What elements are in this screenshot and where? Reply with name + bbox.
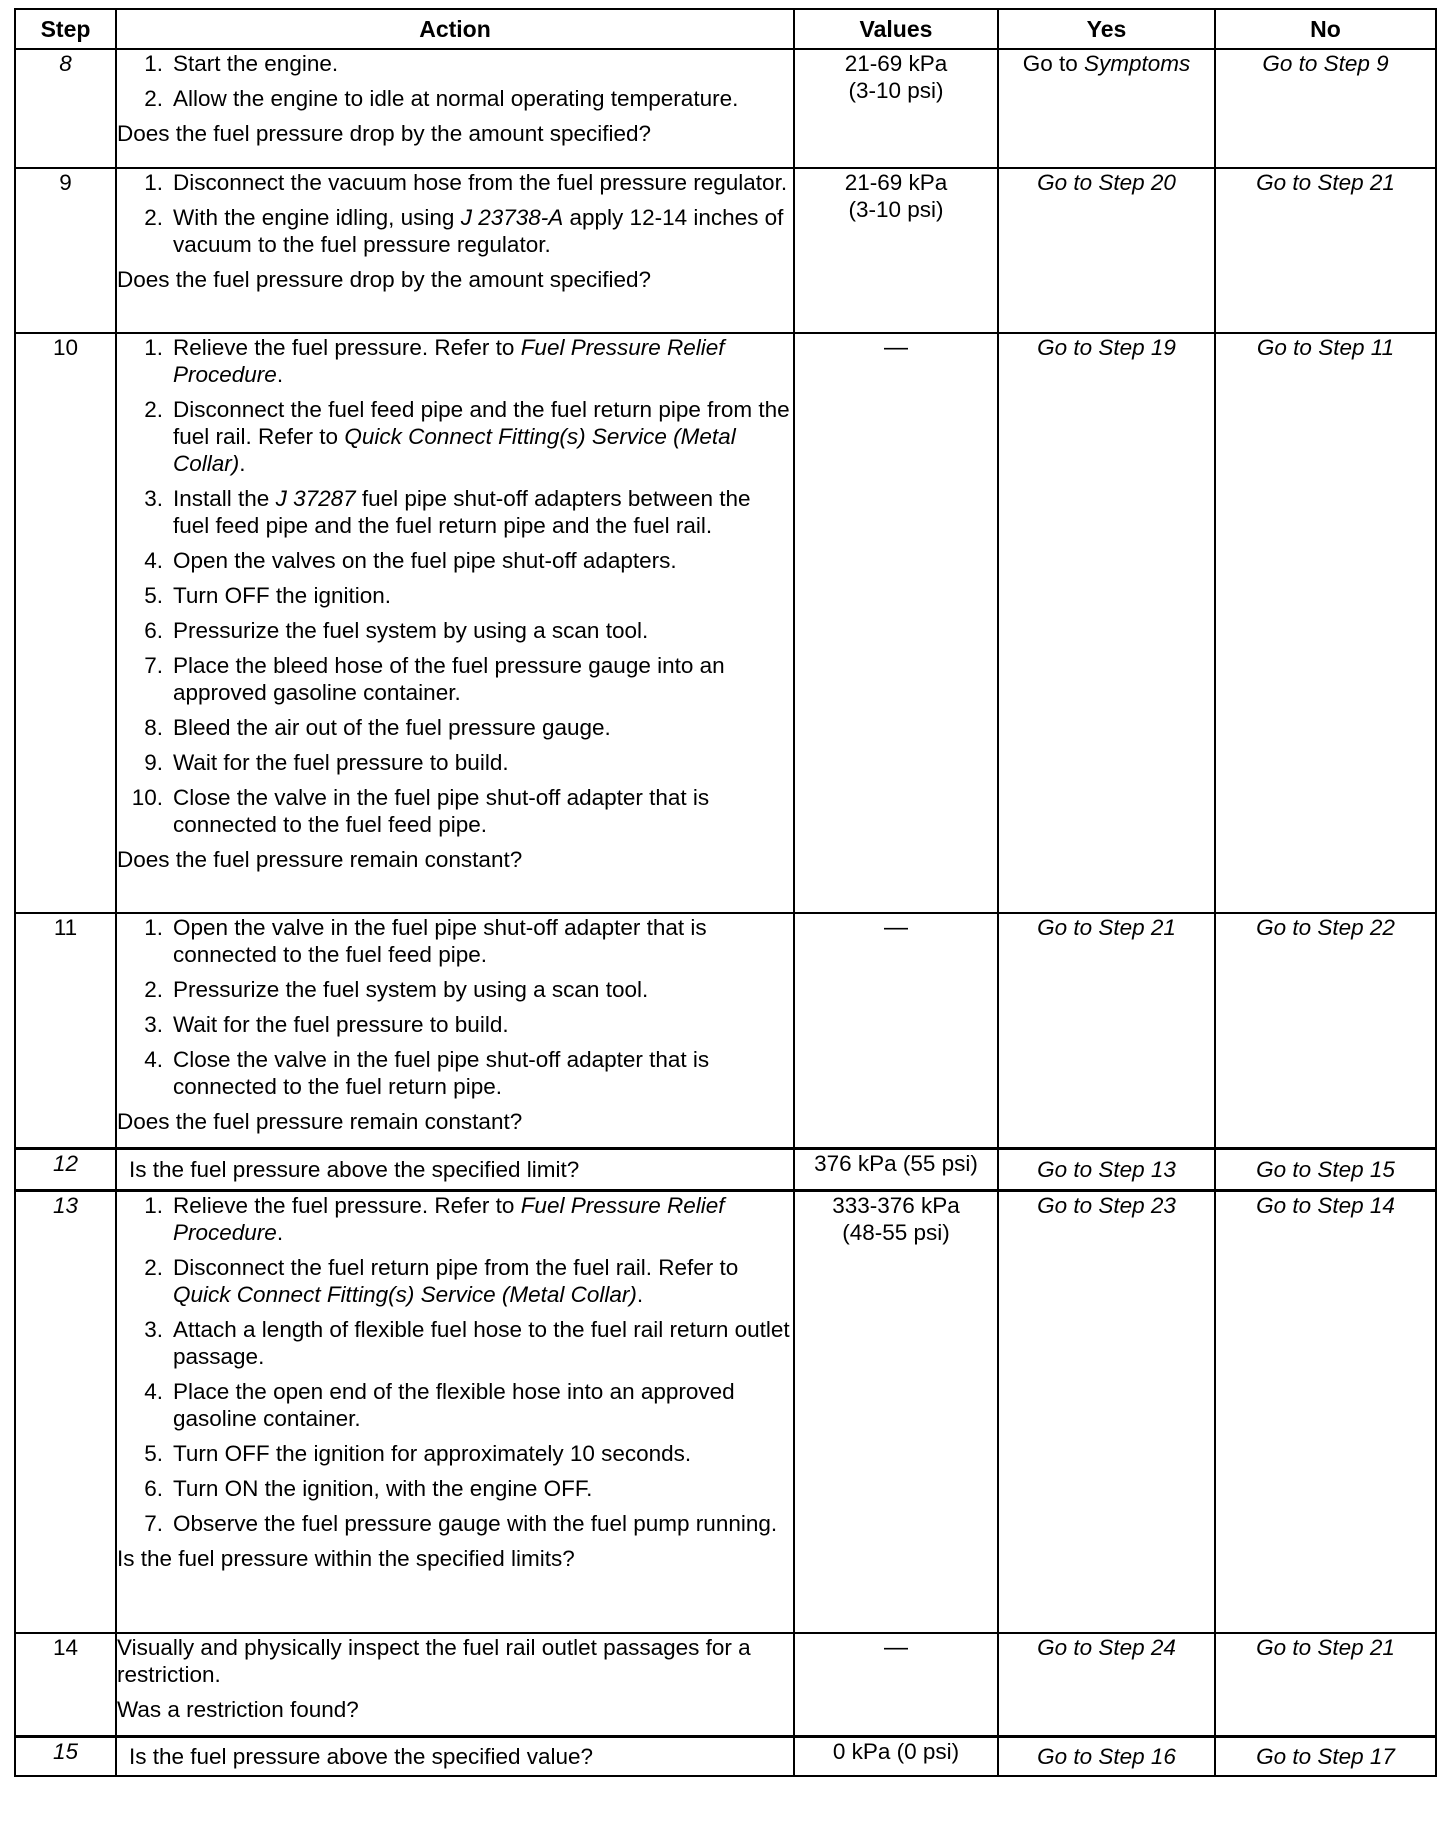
list-item: 1. Start the engine. — [144, 51, 339, 76]
step-number: 8 — [15, 49, 116, 168]
list-item: 3. Wait for the fuel pressure to build. — [144, 1012, 509, 1037]
action-cell — [116, 1736, 794, 1776]
action-text: Visually and physically inspect the fuel rail outlet passages for a restriction. — [117, 1635, 751, 1687]
action-question: Is the fuel pressure above the specified limit? — [129, 1156, 580, 1182]
list-item: 1. Relieve the fuel pressure. Refer to Fuel Pressure Relief Procedure. — [144, 1192, 725, 1245]
action-cell — [116, 168, 794, 333]
header-action: Action — [116, 9, 794, 49]
list-item: 6. Turn ON the ignition, with the engine OFF. — [144, 1475, 593, 1501]
yes-cell[interactable]: Go to Step 20 — [998, 168, 1215, 333]
step-number: 12 — [15, 1148, 116, 1190]
no-cell[interactable]: Go to Step 22 — [1215, 913, 1436, 1148]
list-item: 1. Open the valve in the fuel pipe shut-off adapter that is connected to the fuel feed pipe. — [144, 915, 707, 967]
list-item: 4. Close the valve in the fuel pipe shut-off adapter that is connected to the fuel return pipe. — [144, 1047, 710, 1099]
list-item: 2. Pressurize the fuel system by using a scan tool. — [144, 977, 649, 1002]
action-question: Was a restriction found? — [117, 1697, 359, 1722]
tool-reference: J 37287 — [275, 486, 356, 511]
yes-cell[interactable]: Go to Step 13 — [998, 1148, 1215, 1190]
action-steps — [117, 914, 793, 1100]
table-row — [15, 1633, 1436, 1736]
header-step: Step — [15, 9, 116, 49]
action-steps — [117, 169, 793, 258]
list-item: 6. Pressurize the fuel system by using a scan tool. — [144, 618, 649, 643]
action-cell — [116, 1148, 794, 1190]
list-item: 1. Relieve the fuel pressure. Refer to Fuel Pressure Relief Procedure. — [144, 335, 725, 387]
action-cell — [116, 1633, 794, 1736]
value-cell: 21-69 kPa (3-10 psi) — [794, 168, 998, 333]
action-question: Does the fuel pressure remain constant? — [117, 847, 523, 872]
list-item: 5. Turn OFF the ignition for approximately 10 seconds. — [144, 1440, 692, 1466]
step-number: 14 — [15, 1633, 116, 1736]
list-item: 8. Bleed the air out of the fuel pressure gauge. — [144, 715, 611, 740]
action-question: Is the fuel pressure above the specified value? — [129, 1743, 594, 1769]
list-item: 5. Turn OFF the ignition. — [144, 583, 392, 608]
value-cell: 0 kPa (0 psi) — [794, 1736, 998, 1776]
procedure-reference: Fuel Pressure Relief Procedure — [173, 335, 725, 387]
table-row — [15, 1190, 1436, 1633]
list-item: 2. Disconnect the fuel feed pipe and the fuel return pipe from the fuel rail. Refer to Quick Connect Fitting(s) Service (Metal Collar). — [144, 397, 790, 476]
list-item: 4. Open the valves on the fuel pipe shut-off adapters. — [144, 548, 677, 573]
table-row — [15, 168, 1436, 333]
table-row — [15, 333, 1436, 913]
header-values: Values — [794, 9, 998, 49]
procedure-reference: Fuel Pressure Relief Procedure — [173, 1192, 725, 1245]
yes-cell[interactable]: Go to Step 16 — [998, 1736, 1215, 1776]
action-steps — [117, 50, 793, 112]
value-cell: — — [794, 333, 998, 913]
action-cell — [116, 333, 794, 913]
procedure-reference: Quick Connect Fitting(s) Service (Metal Collar) — [173, 424, 736, 476]
action-question: Does the fuel pressure drop by the amount specified? — [117, 267, 652, 292]
step-number: 15 — [15, 1736, 116, 1776]
no-cell[interactable]: Go to Step 21 — [1215, 168, 1436, 333]
action-cell — [116, 913, 794, 1148]
step-number: 13 — [15, 1190, 116, 1633]
list-item: 1. Disconnect the vacuum hose from the fuel pressure regulator. — [144, 170, 788, 195]
yes-cell[interactable]: Go to Step 24 — [998, 1633, 1215, 1736]
no-cell[interactable]: Go to Step 11 — [1215, 333, 1436, 913]
no-cell[interactable]: Go to Step 15 — [1215, 1148, 1436, 1190]
action-question: Does the fuel pressure drop by the amount specified? — [117, 121, 652, 146]
list-item: 10. Close the valve in the fuel pipe shut-off adapter that is connected to the fuel feed pipe. — [131, 785, 710, 837]
list-item: 7. Observe the fuel pressure gauge with the fuel pump running. — [144, 1510, 778, 1536]
list-item: 2. Allow the engine to idle at normal operating temperature. — [144, 86, 739, 111]
value-cell: 21-69 kPa (3-10 psi) — [794, 49, 998, 168]
value-cell: — — [794, 1633, 998, 1736]
no-cell[interactable]: Go to Step 9 — [1215, 49, 1436, 168]
value-cell: 376 kPa (55 psi) — [794, 1148, 998, 1190]
yes-cell[interactable]: Go to Step 21 — [998, 913, 1215, 1148]
list-item: 2. With the engine idling, using J 23738-A apply 12-14 inches of vacuum to the fuel pressure regulator. — [144, 205, 784, 257]
action-question: Is the fuel pressure within the specified limits? — [117, 1545, 575, 1571]
action-cell — [116, 1190, 794, 1633]
list-item: 9. Wait for the fuel pressure to build. — [144, 750, 509, 775]
list-item: 3. Install the J 37287 fuel pipe shut-off adapters between the fuel feed pipe and the fuel return pipe and the fuel rail. — [144, 486, 751, 538]
no-cell[interactable]: Go to Step 21 — [1215, 1633, 1436, 1736]
table-row — [15, 913, 1436, 1148]
step-number: 11 — [15, 913, 116, 1148]
action-steps — [117, 334, 793, 838]
value-cell: — — [794, 913, 998, 1148]
no-cell[interactable]: Go to Step 17 — [1215, 1736, 1436, 1776]
step-number: 10 — [15, 333, 116, 913]
diagnostic-table — [14, 8, 1437, 1777]
step-number: 9 — [15, 168, 116, 333]
value-cell: 333-376 kPa (48-55 psi) — [794, 1190, 998, 1633]
table-row — [15, 1148, 1436, 1190]
action-question: Does the fuel pressure remain constant? — [117, 1109, 523, 1134]
list-item: 4. Place the open end of the flexible hose into an approved gasoline container. — [144, 1378, 735, 1431]
table-row — [15, 49, 1436, 168]
tool-reference: J 23738-A — [460, 205, 564, 230]
list-item: 2. Disconnect the fuel return pipe from the fuel rail. Refer to Quick Connect Fitting(s) Service (Metal Collar). — [144, 1254, 739, 1307]
no-cell[interactable]: Go to Step 14 — [1215, 1190, 1436, 1633]
yes-cell[interactable]: Go to Step 23 — [998, 1190, 1215, 1633]
header-yes: Yes — [998, 9, 1215, 49]
yes-cell[interactable]: Go to Symptoms — [998, 49, 1215, 168]
symptoms-link[interactable]: Symptoms — [1084, 51, 1191, 76]
header-no: No — [1215, 9, 1436, 49]
table-header-row — [15, 9, 1436, 49]
yes-cell[interactable]: Go to Step 19 — [998, 333, 1215, 913]
list-item: 3. Attach a length of flexible fuel hose to the fuel rail return outlet passage. — [144, 1316, 790, 1369]
list-item: 7. Place the bleed hose of the fuel pressure gauge into an approved gasoline container. — [144, 653, 725, 705]
action-steps — [117, 1192, 793, 1537]
procedure-reference: Quick Connect Fitting(s) Service (Metal Collar) — [173, 1281, 637, 1307]
table-row — [15, 1736, 1436, 1776]
action-cell — [116, 49, 794, 168]
